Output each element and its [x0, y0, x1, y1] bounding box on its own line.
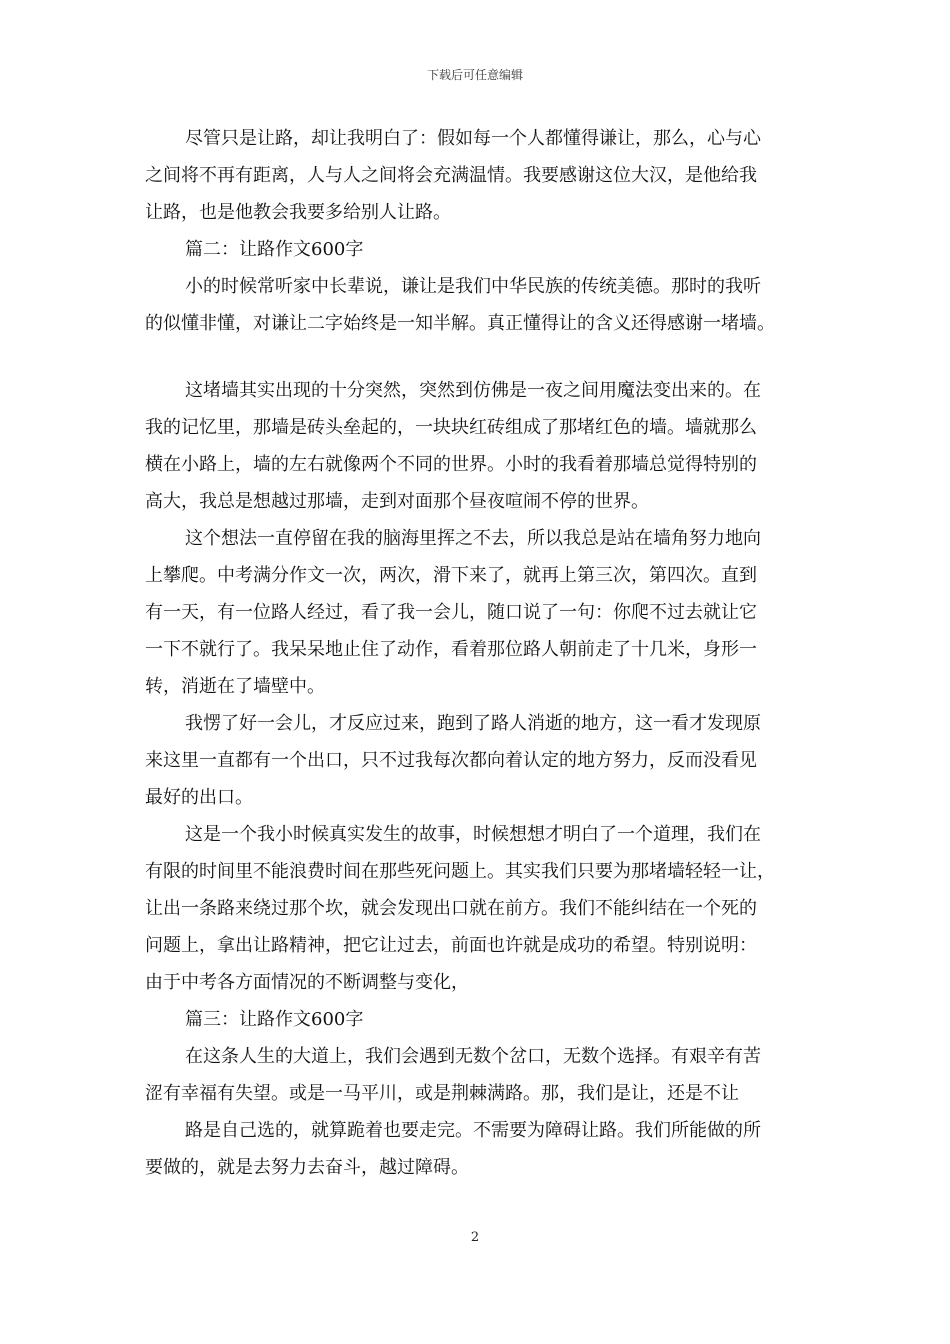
paragraph	[145, 268, 810, 342]
text-line: 我的记忆里，那墙是砖头垒起的，一块块红砖组成了那堵红色的墙。墙就那么	[145, 417, 757, 438]
text-line: 涩有幸福有失望。或是一马平川，或是荆棘满路。那，我们是让，还是不让	[145, 1083, 739, 1104]
text-line: 这堵墙其实出现的十分突然，突然到仿佛是一夜之间用魔法变出来的。在	[185, 380, 761, 401]
paragraph	[145, 520, 810, 705]
text-line: 有一天，有一位路人经过，看了我一会儿，随口说了一句：你爬不过去就让它	[145, 602, 757, 623]
page-number: 2	[470, 1230, 480, 1245]
text-line: 让出一条路来绕过那个坎，就会发现出口就在前方。我们不能纠结在一个死的	[145, 898, 757, 919]
text-line: 我愣了好一会儿，才反应过来，跑到了路人消逝的地方，这一看才发现原	[185, 713, 761, 734]
text-line: 让路，也是他教会我要多给别人让路。	[145, 202, 451, 223]
text-line: 小的时候常听家中长辈说，谦让是我们中华民族的传统美德。那时的我听	[185, 276, 761, 297]
paragraph	[145, 1112, 810, 1186]
text-line: 篇三：让路作文600字	[185, 1009, 364, 1030]
text-line: 一下不就行了。我呆呆地止住了动作，看着那位路人朝前走了十几米，身形一	[145, 639, 757, 660]
text-line: 要做的，就是去努力去奋斗，越过障碍。	[145, 1157, 469, 1178]
text-line: 在这条人生的大道上，我们会遇到无数个岔口，无数个选择。有艰辛有苦	[185, 1046, 761, 1067]
text-line: 高大，我总是想越过那墙，走到对面那个昼夜喧闹不停的世界。	[145, 491, 649, 512]
text-line: 的似懂非懂，对谦让二字始终是一知半解。真正懂得让的含义还得感谢一堵墙。	[145, 313, 775, 334]
paragraph-gap	[145, 342, 810, 372]
text-line: 问题上，拿出让路精神，把它让过去，前面也许就是成功的希望。特别说明：	[145, 935, 757, 956]
paragraph	[145, 816, 810, 1001]
paragraph	[145, 120, 810, 231]
text-line: 有限的时间里不能浪费时间在那些死问题上。其实我们只要为那堵墙轻轻一让，	[145, 861, 775, 882]
text-line: 这个想法一直停留在我的脑海里挥之不去，所以我总是站在墙角努力地向	[185, 528, 761, 549]
text-line: 尽管只是让路，却让我明白了：假如每一个人都懂得谦让，那么，心与心	[185, 128, 761, 149]
page-header: 下载后可任意编辑	[426, 68, 523, 82]
section-heading	[145, 1001, 810, 1038]
text-line: 篇二：让路作文600字	[185, 239, 364, 260]
text-line: 这是一个我小时候真实发生的故事，时候想想才明白了一个道理，我们在	[185, 824, 761, 845]
text-line: 最好的出口。	[145, 787, 253, 808]
text-line: 由于中考各方面情况的不断调整与变化，	[145, 972, 469, 993]
document-body	[145, 120, 810, 1186]
paragraph	[145, 372, 810, 520]
text-line: 转，消逝在了墙壁中。	[145, 676, 325, 697]
text-line: 横在小路上，墙的左右就像两个不同的世界。小时的我看着那墙总觉得特别的	[145, 454, 757, 475]
text-line: 之间将不再有距离，人与人之间将会充满温情。我要感谢这位大汉，是他给我	[145, 165, 757, 186]
text-line: 上攀爬。中考满分作文一次，两次，滑下来了，就再上第三次，第四次。直到	[145, 565, 757, 586]
paragraph	[145, 1038, 810, 1112]
text-line: 来这里一直都有一个出口，只不过我每次都向着认定的地方努力，反而没看见	[145, 750, 757, 771]
paragraph	[145, 705, 810, 816]
text-line: 路是自己选的，就算跪着也要走完。不需要为障碍让路。我们所能做的所	[185, 1120, 761, 1141]
section-heading	[145, 231, 810, 268]
